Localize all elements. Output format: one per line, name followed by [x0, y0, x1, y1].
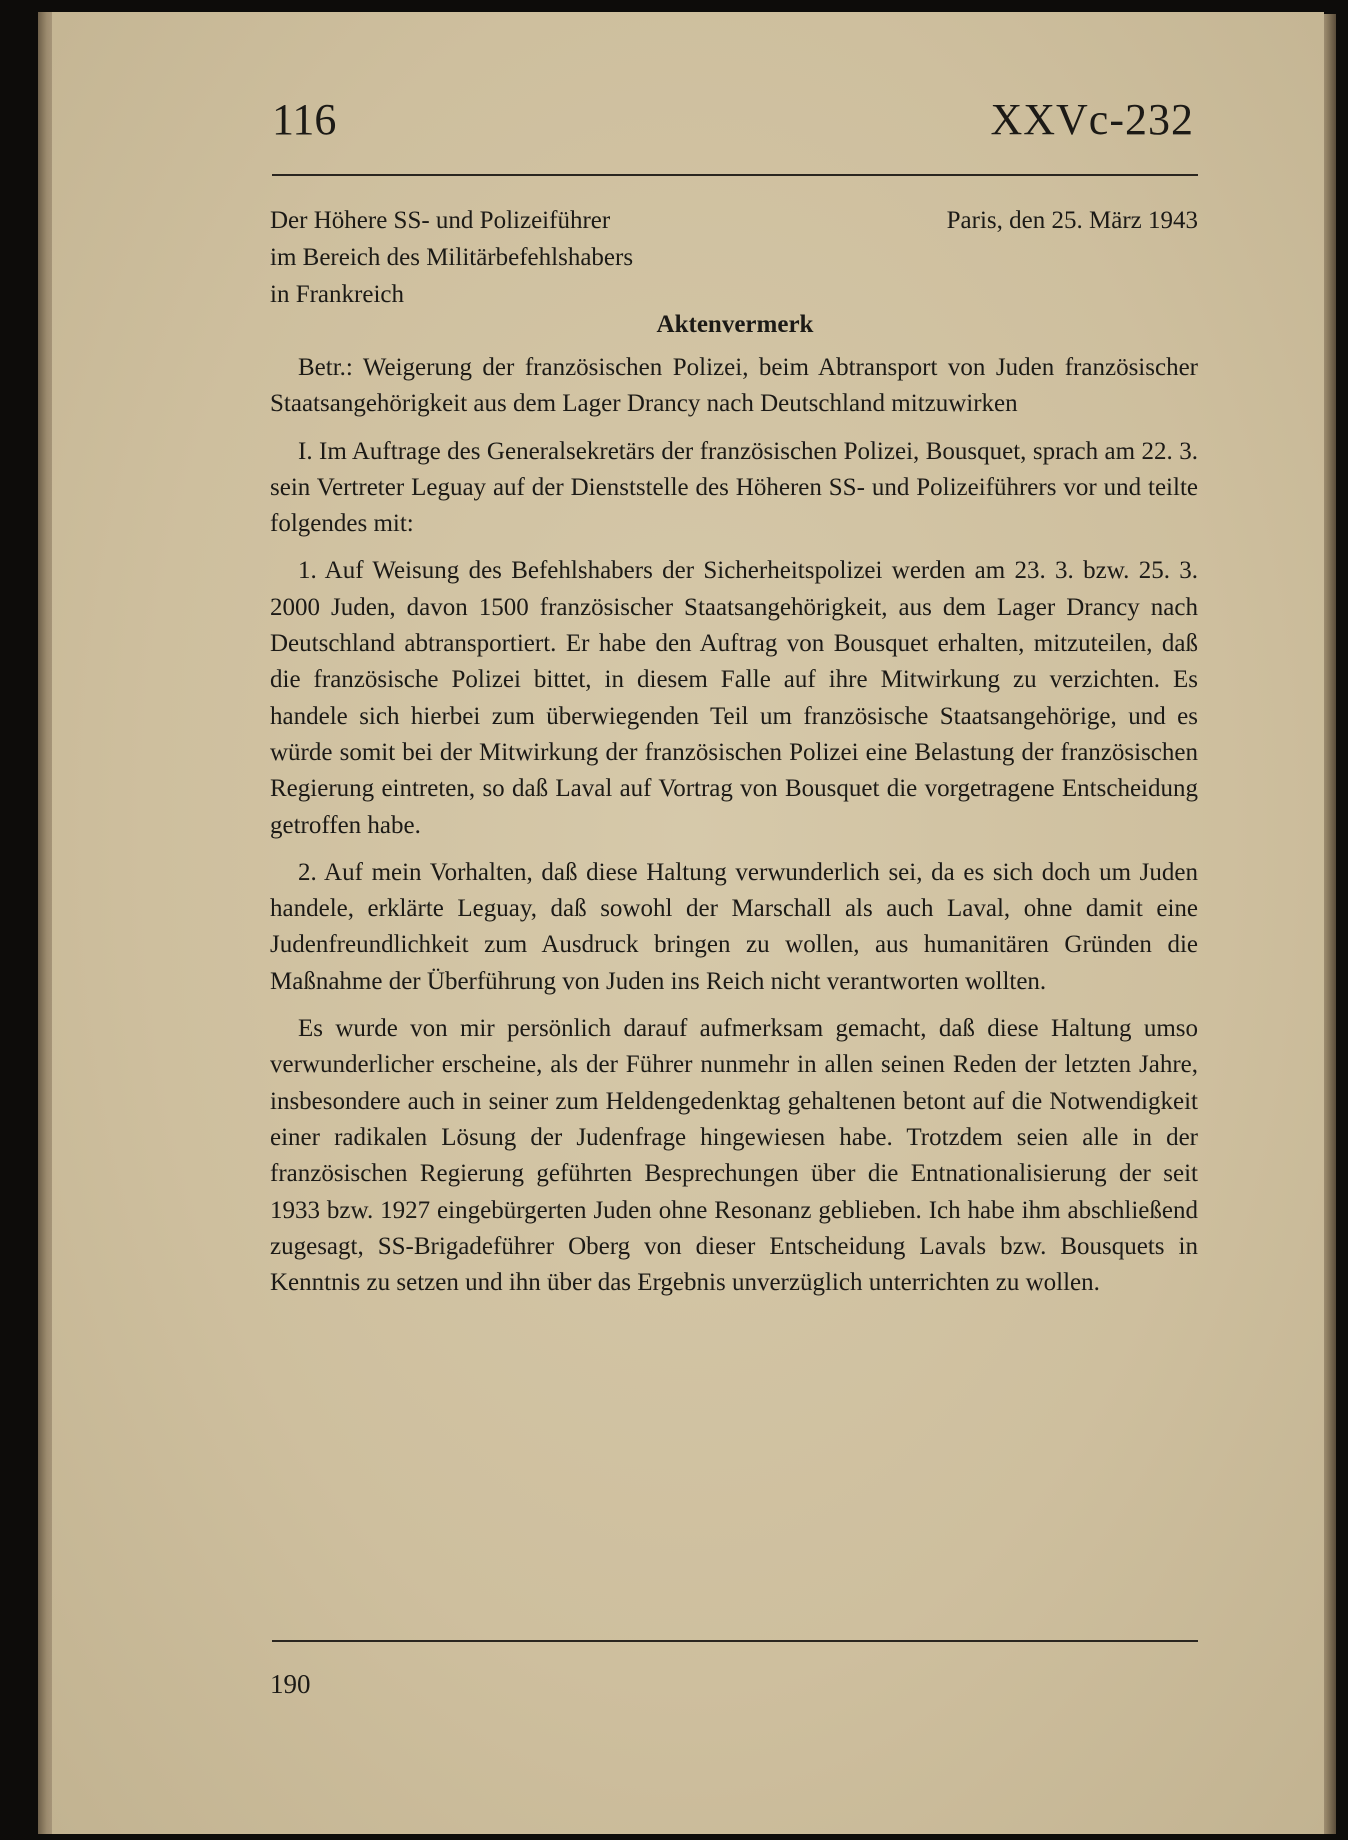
- body-paragraph: Es wurde von mir persönlich darauf aufmerksam gemacht, daß diese Haltung umso verwunderlicher erscheine, als der Führer nunmehr in allen seinen Reden der letzten Jahre, insbesondere auch in seiner zum Heldengedenktag gehaltenen betont auf die Notwendigkeit einer radikalen Lösung der Judenfrage hingewiesen habe. Trotzdem seien alle in der französischen Regierung geführten Besprechungen über die Entnationalisierung der seit 1933 bzw. 1927 eingebürgerten Juden ohne Resonanz geblieben. Ich habe ihm abschließend zugesagt, SS-Brigadeführer Oberg von dieser Entscheidung Lavals bzw. Bousquets in Kenntnis zu setzen und ihn über das Ergebnis unverzüglich unterrichten zu wollen.: [270, 1015, 1198, 1297]
- body-paragraph: I. Im Auftrage des Generalsekretärs der französischen Polizei, Bousquet, sprach am 22. 3. sein Vertreter Leguay auf der Dienststelle des Höheren SS- und Polizeiführers vor und teilte folgendes mit:: [270, 437, 1198, 538]
- sender-line: Der Höhere SS- und Polizeiführer: [270, 207, 611, 234]
- header-document-code: XXVc-232: [990, 95, 1194, 144]
- header-rule: [272, 174, 1198, 176]
- sender-line: in Frankreich: [270, 281, 404, 308]
- footer-page-number: 190: [270, 1669, 311, 1699]
- header-page-number: 116: [272, 95, 337, 144]
- sender-block: [270, 202, 633, 313]
- sender-line: im Bereich des Militärbefehlshabers: [270, 244, 634, 271]
- footer-rule: [272, 1640, 1198, 1642]
- document-heading: Aktenvermerk: [656, 311, 814, 338]
- body-paragraph: 2. Auf mein Vorhalten, daß diese Haltung verwunderlich sei, da es sich doch um Juden handele, erklärte Leguay, daß sowohl der Marschall als auch Laval, ohne damit eine Judenfreundlichkeit zum Ausdruck bringen zu wollen, aus humanitären Gründen die Maßnahme der Überführung von Juden ins Reich nicht verantworten wollten.: [270, 858, 1198, 995]
- document-body: [270, 350, 1198, 1312]
- place-date: Paris, den 25. März 1943: [946, 207, 1198, 234]
- body-paragraph: 1. Auf Weisung des Befehlshabers der Sicherheitspolizei werden am 23. 3. bzw. 25. 3. 2000 Juden, davon 1500 französischer Staatsangehörigkeit, aus dem Lager Drancy nach Deutschland abtransportiert. Er habe den Auftrag von Bousquet erhalten, mitzuteilen, daß die französische Polizei bittet, in diesem Falle auf ihre Mitwirkung zu verzichten. Es handele sich hierbei zum überwiegenden Teil um französische Staatsangehörige, und es würde somit bei der Mitwirkung der französischen Polizei eine Belastung der französischen Regierung eintreten, so daß Laval auf Vortrag von Bousquet die vorgetragene Entscheidung getroffen habe.: [270, 557, 1198, 839]
- subject-paragraph: Betr.: Weigerung der französischen Polizei, beim Abtransport von Juden französischer Staatsangehörigkeit aus dem Lager Drancy nach Deutschland mitzuwirken: [270, 354, 1198, 418]
